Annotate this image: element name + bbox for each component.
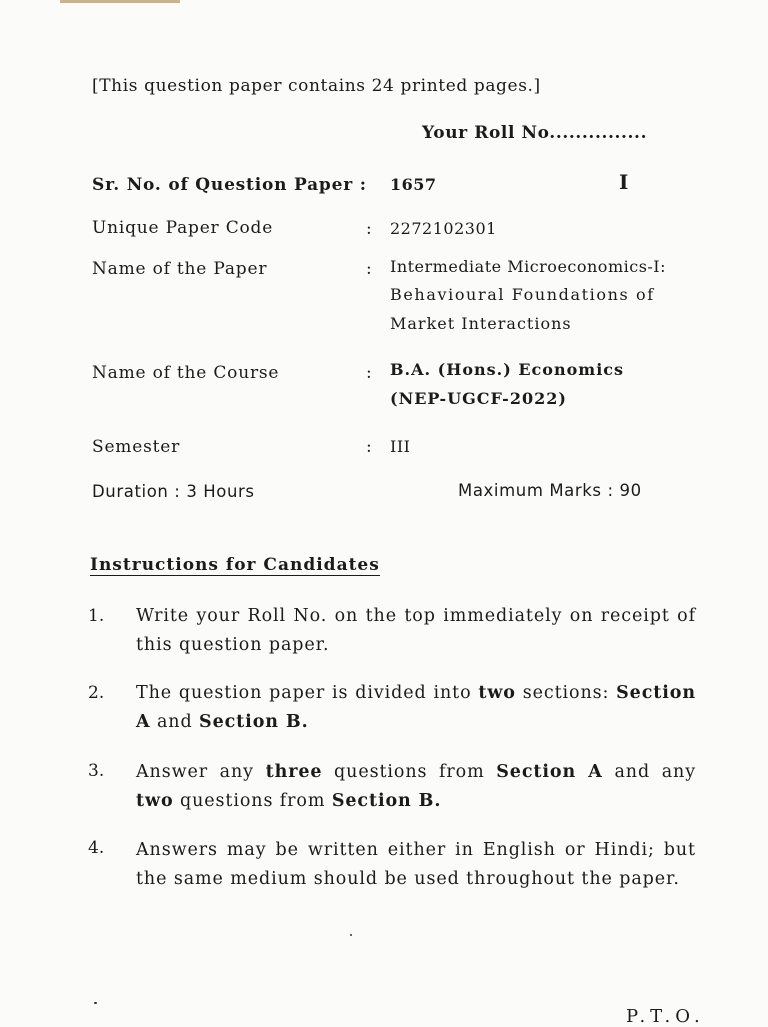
instruction-text-run: Section A (496, 762, 603, 782)
course-line-1: B.A. (Hons.) Economics (390, 360, 625, 379)
paper-name-line-2: Behavioural Foundations of (390, 285, 655, 304)
instruction-text-run: Answer any (136, 762, 266, 782)
instruction-number: 1. (88, 606, 105, 626)
pto-mark: P.T.O. (626, 1006, 705, 1027)
sr-no-label: Sr. No. of Question Paper : (92, 175, 367, 195)
instruction-4 (136, 836, 696, 894)
instruction-text-run: questions from (322, 762, 497, 782)
colon: : (366, 437, 372, 457)
instruction-text-run: Answers may be written either in English or Hindi; but the same medium should be used throughout the paper. (136, 840, 696, 889)
instruction-text-run: two (478, 683, 516, 703)
roll-number-field: Your Roll No............... (422, 123, 648, 143)
instruction-2 (136, 679, 696, 737)
paper-code-value: 2272102301 (390, 219, 497, 238)
instruction-text-run: Section A (136, 683, 696, 732)
ink-speck (94, 1002, 97, 1004)
paper-name-line-3: Market Interactions (390, 314, 572, 333)
instruction-1 (136, 602, 696, 660)
sr-no-value: 1657 (390, 175, 437, 194)
colon: : (366, 259, 372, 279)
instruction-text-run: three (265, 762, 323, 782)
instruction-text-run: questions from (173, 791, 332, 811)
paper-code-label: Unique Paper Code (92, 218, 274, 238)
instruction-text-run: Section B. (331, 791, 442, 811)
pages-note: [This question paper contains 24 printed pages.] (92, 76, 541, 96)
instruction-number: 3. (88, 761, 105, 781)
colon: : (366, 219, 372, 239)
instruction-text-run: sections: (515, 683, 617, 703)
instruction-text-run: and any (602, 762, 697, 782)
instruction-text-run: Section B. (199, 712, 309, 732)
instruction-number: 4. (88, 838, 105, 858)
course-label: Name of the Course (92, 363, 280, 383)
colon: : (366, 363, 372, 383)
duration: Duration : 3 Hours (92, 482, 255, 501)
page-edge-shadow (60, 0, 180, 3)
instruction-text-run: Write your Roll No. on the top immediately on receipt of this question paper. (136, 606, 696, 655)
ink-speck (350, 934, 352, 936)
instruction-text-run: The question paper is divided into (136, 683, 479, 703)
maximum-marks: Maximum Marks : 90 (458, 481, 642, 500)
instructions-heading: Instructions for Candidates (90, 555, 380, 575)
instruction-text-run: two (136, 791, 174, 811)
semester-value: III (390, 437, 411, 456)
semester-label: Semester (92, 437, 181, 457)
paper-name-label: Name of the Paper (92, 259, 268, 279)
paper-set-marker: I (619, 170, 629, 194)
course-line-2: (NEP-UGCF-2022) (390, 389, 567, 408)
instruction-number: 2. (88, 683, 105, 703)
instruction-3 (136, 758, 696, 816)
paper-name-line-1: Intermediate Microeconomics-I: (390, 257, 667, 276)
instruction-text-run: and (150, 712, 200, 732)
